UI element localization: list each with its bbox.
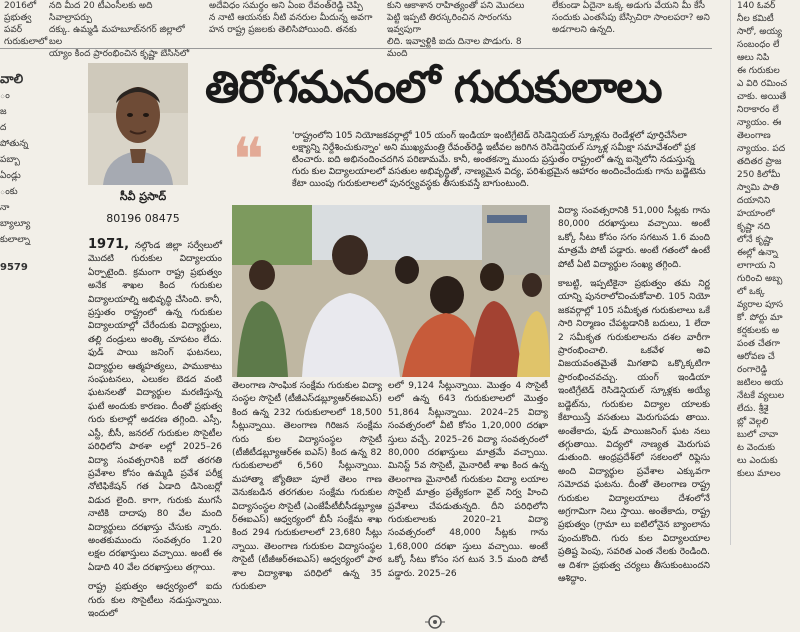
right-fragment-line: న్యాయం. ఈ (737, 118, 782, 128)
author-name: సీవీ ప్రసాద్ (119, 190, 167, 203)
right-fragment-line: దయానిని (737, 196, 771, 206)
left-fragment-line: ఏండ్లు (0, 171, 21, 181)
right-fragment-line: కో. పోర్టు మా (737, 313, 783, 323)
right-fragment-line: లాగాయ ని (737, 261, 776, 271)
right-fragment-line: పంత చేతగా (737, 339, 780, 349)
byline (88, 190, 198, 225)
article-paragraph: తెలంగాణ సాంఘిక సంక్షేమ గురుకుల విద్యా సంస్థల సొసైటీ (టీజీఎస్‌డబ్ల్యూఆర్‌ఈఐఎస్) కింద ఉన్న 232 గురుకులాలలో 18,500 సీట్లున్నాయి. తెలంగాణ గిరిజన సంక్షేమ గురు కుల విద్యాసంస్థల సొసైటీ (టీజీటీడబ్ల్యూఆర్‌ఈ ఐఎస్) కింద ఉన్న 82 గురుకులాలలో 6,560 సీట్లున్నాయి. మహాత్మా జ్యోతిబా పూలే తెలం గాణ వెనుకబడిన తరగతుల సంక్షేమ గురుకుల విద్యాసంస్థల సొసైటీ (ఎంజేపీటీబీసీడబ్ల్యూఆ ర్‌ఈఐఎస్) ఆధ్వర్యంలో బీసీ సంక్షేమ శాఖ కింద 294 గురుకులాలలో 23,680 సీట్లు న్నాయి. తెలంగాణ గురుకుల విద్యాసంస్థల సొసైటీ (టీజీఆర్‌ఈఐఎస్) ఆధ్వర్యంలో పాఠ శాల విద్యాశాఖ పరిధిలో ఉన్న 35 గురుకులా (232, 381, 382, 593)
article-paragraph: కాబట్టి, ఇప్పటికైనా ప్రభుత్వం తమ నిర్ణ యాన్ని పునరాలోచించుకోవాలి. 105 నియో జకవర్గాల్లో 105 సమీకృత గురుకులాలు ఒకే సారి నిర్మాణం చేపట్టడానికి బదులు, 1 లేదా 2 సమీకృత గురుకులాలను దశల వారీగా ప్రారంభించాలి. ఒకవేళ అవి విజయవంతమైతే మిగతావి ఒక్కొక్కటిగా ప్రారంభించవచ్చు. యంగ్ ఇండియా ఇంటిగ్రేటెడ్ రెసిడెన్షియల్ స్కూళ్లకు అయ్యే బడ్జెట్‌ను, గురుకుల విద్యాల యాలకు కేటాయిస్తే వసతులు మెరుగుపడు తాయి. అంతేకాదు, ఫుడ్ పాయిజనింగ్ ఘట నలు తగ్గుతాయి. విద్యలో నాణ్యత మెరుగుప డుతుంది. ఆంధ్రప్రదేశ్‌లో సకలంలో రిఫ్లెసు అంది విద్యార్థుల ప్రవేశాల ఎక్కువగా సమోదవ ఘటను. దీంతో తెలంగాణ రాష్ట్ర గురుకుల విద్యాలయాలు దేశంలోనే అగ్రగామిగా నిలు స్తాయి. అంతేకాదు, రాష్ట్ర ప్రభుత్వం (గ్రామా లు ఐటిలోనైన బ్యాంలాను పుంచుకొంది. గురు కుల విద్యాలయాల ప్రతిష్ట పెంపు, సవరిత ఎంత నేలకు రెండింది. ఆ దిశగా ప్రభుత్వ చర్యలు తీసుకుంటుందని ఆశిద్దాం. (558, 279, 710, 584)
news-photo (232, 205, 550, 377)
right-fragment-line: స్వామి పాతి (737, 183, 780, 193)
right-fragment-line: ఎ విరి రమించ (737, 79, 788, 89)
right-fragment-lines (737, 0, 800, 481)
right-fragment-line: కృష్ణా నది (737, 222, 771, 232)
right-fragment-line: లేదు. శ్రీశై (737, 404, 769, 414)
left-fragment-line: పోతున్న (0, 139, 29, 149)
right-fragment-line: ఈల్లో ఉన్నా (737, 248, 778, 258)
article-column-1 (88, 237, 222, 619)
top-col-1: 2016లో ప్రభుత్వ పవర్ గురుకులాలో (4, 1, 48, 47)
dropcap-year: 1971, (88, 237, 130, 252)
article-paragraph: లలో 9,124 సీట్లున్నాయి. మొత్తం 4 సొసైటీ లలో ఉన్న 643 గురుకులాలలో మొత్తం 51,864 సీట్లున్నాయి. 2024–25 విద్యా సంవత్సరంలో వీటి కోసం 1,20,000 దరఖా స్తులు వచ్చే. 2025–26 విద్యా సంవత్సరంలో 80,000 దరఖాస్తులు మాత్రమే వచ్చాయి. మినిస్ట్ 5వ సొసైటీ, మైనారిటీ శాఖ కింద ఉన్న తెలంగాణ మైనారిటీ గురుకుల విద్యా లయాల సొసైటీ మాత్రం ప్రత్యేకంగా వైట్ నిర్వ హించి ప్రవేశాలు చేపడుతున్నది. దీని పరిధిలోని గురుకులాలకు 2020–21 విద్యా సంవత్సరంలో 48,000 సీట్లకు గాను 1,68,000 దరఖా స్తులు వచ్చాయి. అంటే ఒక్కో సీటు కోసం సగ టున 3.5 మంది పోటీ పడ్డారు. 2025–26 (388, 381, 548, 579)
article-column-4 (558, 205, 710, 584)
right-fragment-line: 250 కిలోమీ (737, 170, 781, 180)
left-fragment-line: ం (0, 91, 10, 101)
right-fragment-line: రంగారెడ్డి (737, 365, 768, 375)
author-photo (88, 63, 188, 185)
article-text: నల్గొండ జిల్లా సర్వేలులో మొదటి గురుకుల విద్యాలయం ఏర్పాటైంది. క్రమంగా రాష్ట్ర ప్రభుత్వం అనేక శాఖల కింద గురుకుల విద్యాలయాల్ని అభివృద్ధి చేసింది. కానీ, ప్రస్తుతం రాష్ట్రంలో ఉన్న గురుకుల విద్యాలయాల్లో చేరేందుకు విద్యార్థులు, తల్లి దండ్రులు అంత్కి చూపటం లేదు. ఫుడ్ పాయి జనింగ్ ఘటనలు, విద్యార్థుల ఆత్మహత్యలు, పాముకాటు సంఘటనలు, ఎలుకల బెడద వంటి ఘటనలతో విద్యార్థుల మరణిస్తున్న ఘటే అందుకు కారణం. దీంతో ప్రభుత్వ గురు కులాల్లో అడరణ తగ్గింది. ఎస్సీ, ఎస్టీ, బీసీ, జనరల్ గురుకుల సొసైటీల పరిధిలోని పాఠశా లల్లో 2025–26 విద్యా సంవత్సరానికి ఐదో తరగతి ప్రవేశాల కోసం ఉమ్మడి ప్రవేశ పరీక్ష నోటిఫికేషన్ గత ఏడాది డిసెంబర్లో విడుద లైంది. కాగా, గురుకు ముగసే నాటికి దాదాపు 80 వేల మంది విద్యార్థులు దరఖాస్తు చేసుకు న్నారు. అంతకుముందు సంవత్సరం 1.20 లక్షల దరఖాస్తులు వచ్చాయి. అంటే ఈ ఏడాది 40 వేల దరఖాస్తులు తగ్గాయి. (88, 241, 222, 573)
left-fragment (0, 60, 42, 560)
right-fragment-line: సారో, అయ్య (737, 27, 783, 37)
article-paragraph (88, 238, 222, 575)
left-fragment-line: పబ్బా (0, 155, 20, 165)
right-fragment-line: కర్షకులకు అ (737, 326, 780, 336)
top-col-2: నది మీద 20 టీఎంసీలకు అది సివాల్రాపర్పు దక్కు. ఉమ్మడి మహబూబ్‌నగర్ జిల్లాలో బల య్యాం కింద ప్రారంభించిన కృష్ణా బేసిన్‌లో (49, 1, 190, 59)
right-fragment-line: తదితర ప్రాజ (737, 157, 782, 167)
left-fragment-line: ంకు (0, 187, 18, 197)
right-fragment (730, 0, 800, 545)
headline: తిరోగమనంలో గురుకులాలు (205, 62, 662, 113)
author-portrait-icon (88, 63, 188, 185)
left-fragment-line: నా (0, 203, 10, 213)
right-fragment-line: హయాంలో (737, 209, 775, 219)
right-fragment-line: లో ఒక్క (737, 287, 765, 297)
page-ornament-icon (425, 612, 445, 632)
left-fragment-line: జ (0, 107, 7, 117)
article-paragraph: విద్యా సంవత్సరానికి 51,000 సీట్లకు గాను 80,000 దరఖాస్తులు వచ్చాయి. అంటే ఒక్కో సీటు కోసం సగం సగటున 1.6 మంది మాత్రమే పోటీ పడ్డారు. అంటే గతంలో ఉంటే పోటీ ఏటి విద్యార్థుల సంఖ్య తగ్గింది. (558, 206, 710, 270)
right-fragment-line: చాకు. అయితే (737, 92, 787, 102)
right-fragment-line: కులు మాలం (737, 469, 781, 479)
right-fragment-line: న్యాయం. పద (737, 144, 786, 154)
right-fragment-line: లు ఎందుకు (737, 456, 778, 466)
right-fragment-line: బులో చావా (737, 430, 779, 440)
right-fragment-line: ఆరోవణ చే (737, 352, 775, 362)
right-fragment-line: 140 ఓవర్ (737, 1, 776, 11)
left-fragment-heading: వాలి (0, 72, 24, 87)
right-fragment-line: నీల కమిటీ (737, 14, 774, 24)
right-fragment-line: గురించి అబ్బ (737, 274, 783, 284)
right-fragment-line: జటిలం అయ (737, 378, 784, 388)
right-fragment-line: బ్లో వెల్గలి (737, 417, 769, 427)
right-fragment-line: నేటకే వ్యలుల (737, 391, 785, 401)
right-fragment-line: లోనే కృష్ణా (737, 235, 774, 245)
top-col-3: అదేవిధం సమర్థం అని ఏంఐ రేవంత్‌రెడ్డి చెప్పి న నాటి ఆయనకు నీటి వనరుల మీదున్న అవగా హన రాష్ట్ర ప్రజలకు తెలిసిపోయింది. తనకు (209, 1, 373, 35)
left-fragment-line: ద (0, 123, 7, 133)
summary: 'రాష్ట్రంలోని 105 నియోజకవర్గాల్లో 105 యంగ్ ఇండియా ఇంటిగ్రేటెడ్ రెసిడెన్షియల్ స్కూళ్లను రెండేళ్లలో పూర్తిచేసేలా లక్ష్యాన్ని నిర్దేశించుకున్నాం' అని ముఖ్యమంత్రి రేవంత్‌రెడ్డి ఇటీవల జరిగిన రెసిడెన్షియల్ స్కూళ్ల సమీక్షా సమావేశంలో ప్రక టించారు. ఐది అభినందించదగిన పరిణామమే. కానీ, అంతకన్నా ముందు ప్రస్తుతం రాష్ట్రంలో ఉన్న ఐన్నెలోని నడుస్తున్న గురు కుల విద్యాలయాలలో వసతుల అభివృద్ధితో, నాణ్యమైన విద్య, పరిశుభ్రమైన ఆహారం అందించేందుకు గాను బడ్జెటెను కేటా యింపు గురుకులాలలో పునర్వ్యవస్థకు తీసుకువస్తే బాగుంటుంది. (292, 131, 706, 189)
top-col-4: కుని ఆకాశాన రాహిత్యంతో పని మొదలు పెట్టి ఇప్పటి తిరస్కరించిన సారంగను ఇవ్వపుగా లిది. ఇవ్వాళ్టికి ఐదు దినాల పొడుగు. 8 మంది (387, 1, 525, 59)
top-rule (0, 48, 712, 49)
left-fragment-number: 9579 (0, 262, 28, 273)
article-column-2 (232, 380, 382, 593)
right-fragment-line: ట వెందుకు (737, 443, 776, 453)
right-fragment-line: నిరాకారం లే (737, 105, 779, 115)
top-strip (0, 0, 712, 59)
right-fragment-line: ఆలు నిపి (737, 53, 770, 63)
right-fragment-line: తెలంగాణ (737, 131, 771, 141)
top-col-5: లేకుండా ఏదైనా ఒక్క అడుగు వేయని మీ కేసీ సందుకు ఎంతసేపు బేస్సిచిరా సాంలపరా? అని అడగాలని ఉన్నది. (552, 1, 710, 35)
right-fragment-line: వ్యరాల పూస (737, 300, 783, 310)
right-fragment-line: సంబంధం లే (737, 40, 780, 50)
left-fragment-line: బ్యాల్యూ (0, 219, 31, 229)
author-phone: 80196 08475 (106, 212, 180, 225)
quote-mark-icon: ❝ (232, 125, 265, 195)
article-paragraph: రాష్ట్ర ప్రభుత్వం ఆధ్వర్యంలో ఐదు గురు కుల సొసైటీలు నడుస్తున్నాయి. ఇందులో (88, 582, 222, 619)
left-fragment-line: కులాల్నా (0, 235, 30, 245)
students-crowd-photo-icon (232, 205, 550, 377)
article-column-3 (388, 380, 548, 579)
right-fragment-line: ఈ గురుకుల (737, 66, 780, 76)
